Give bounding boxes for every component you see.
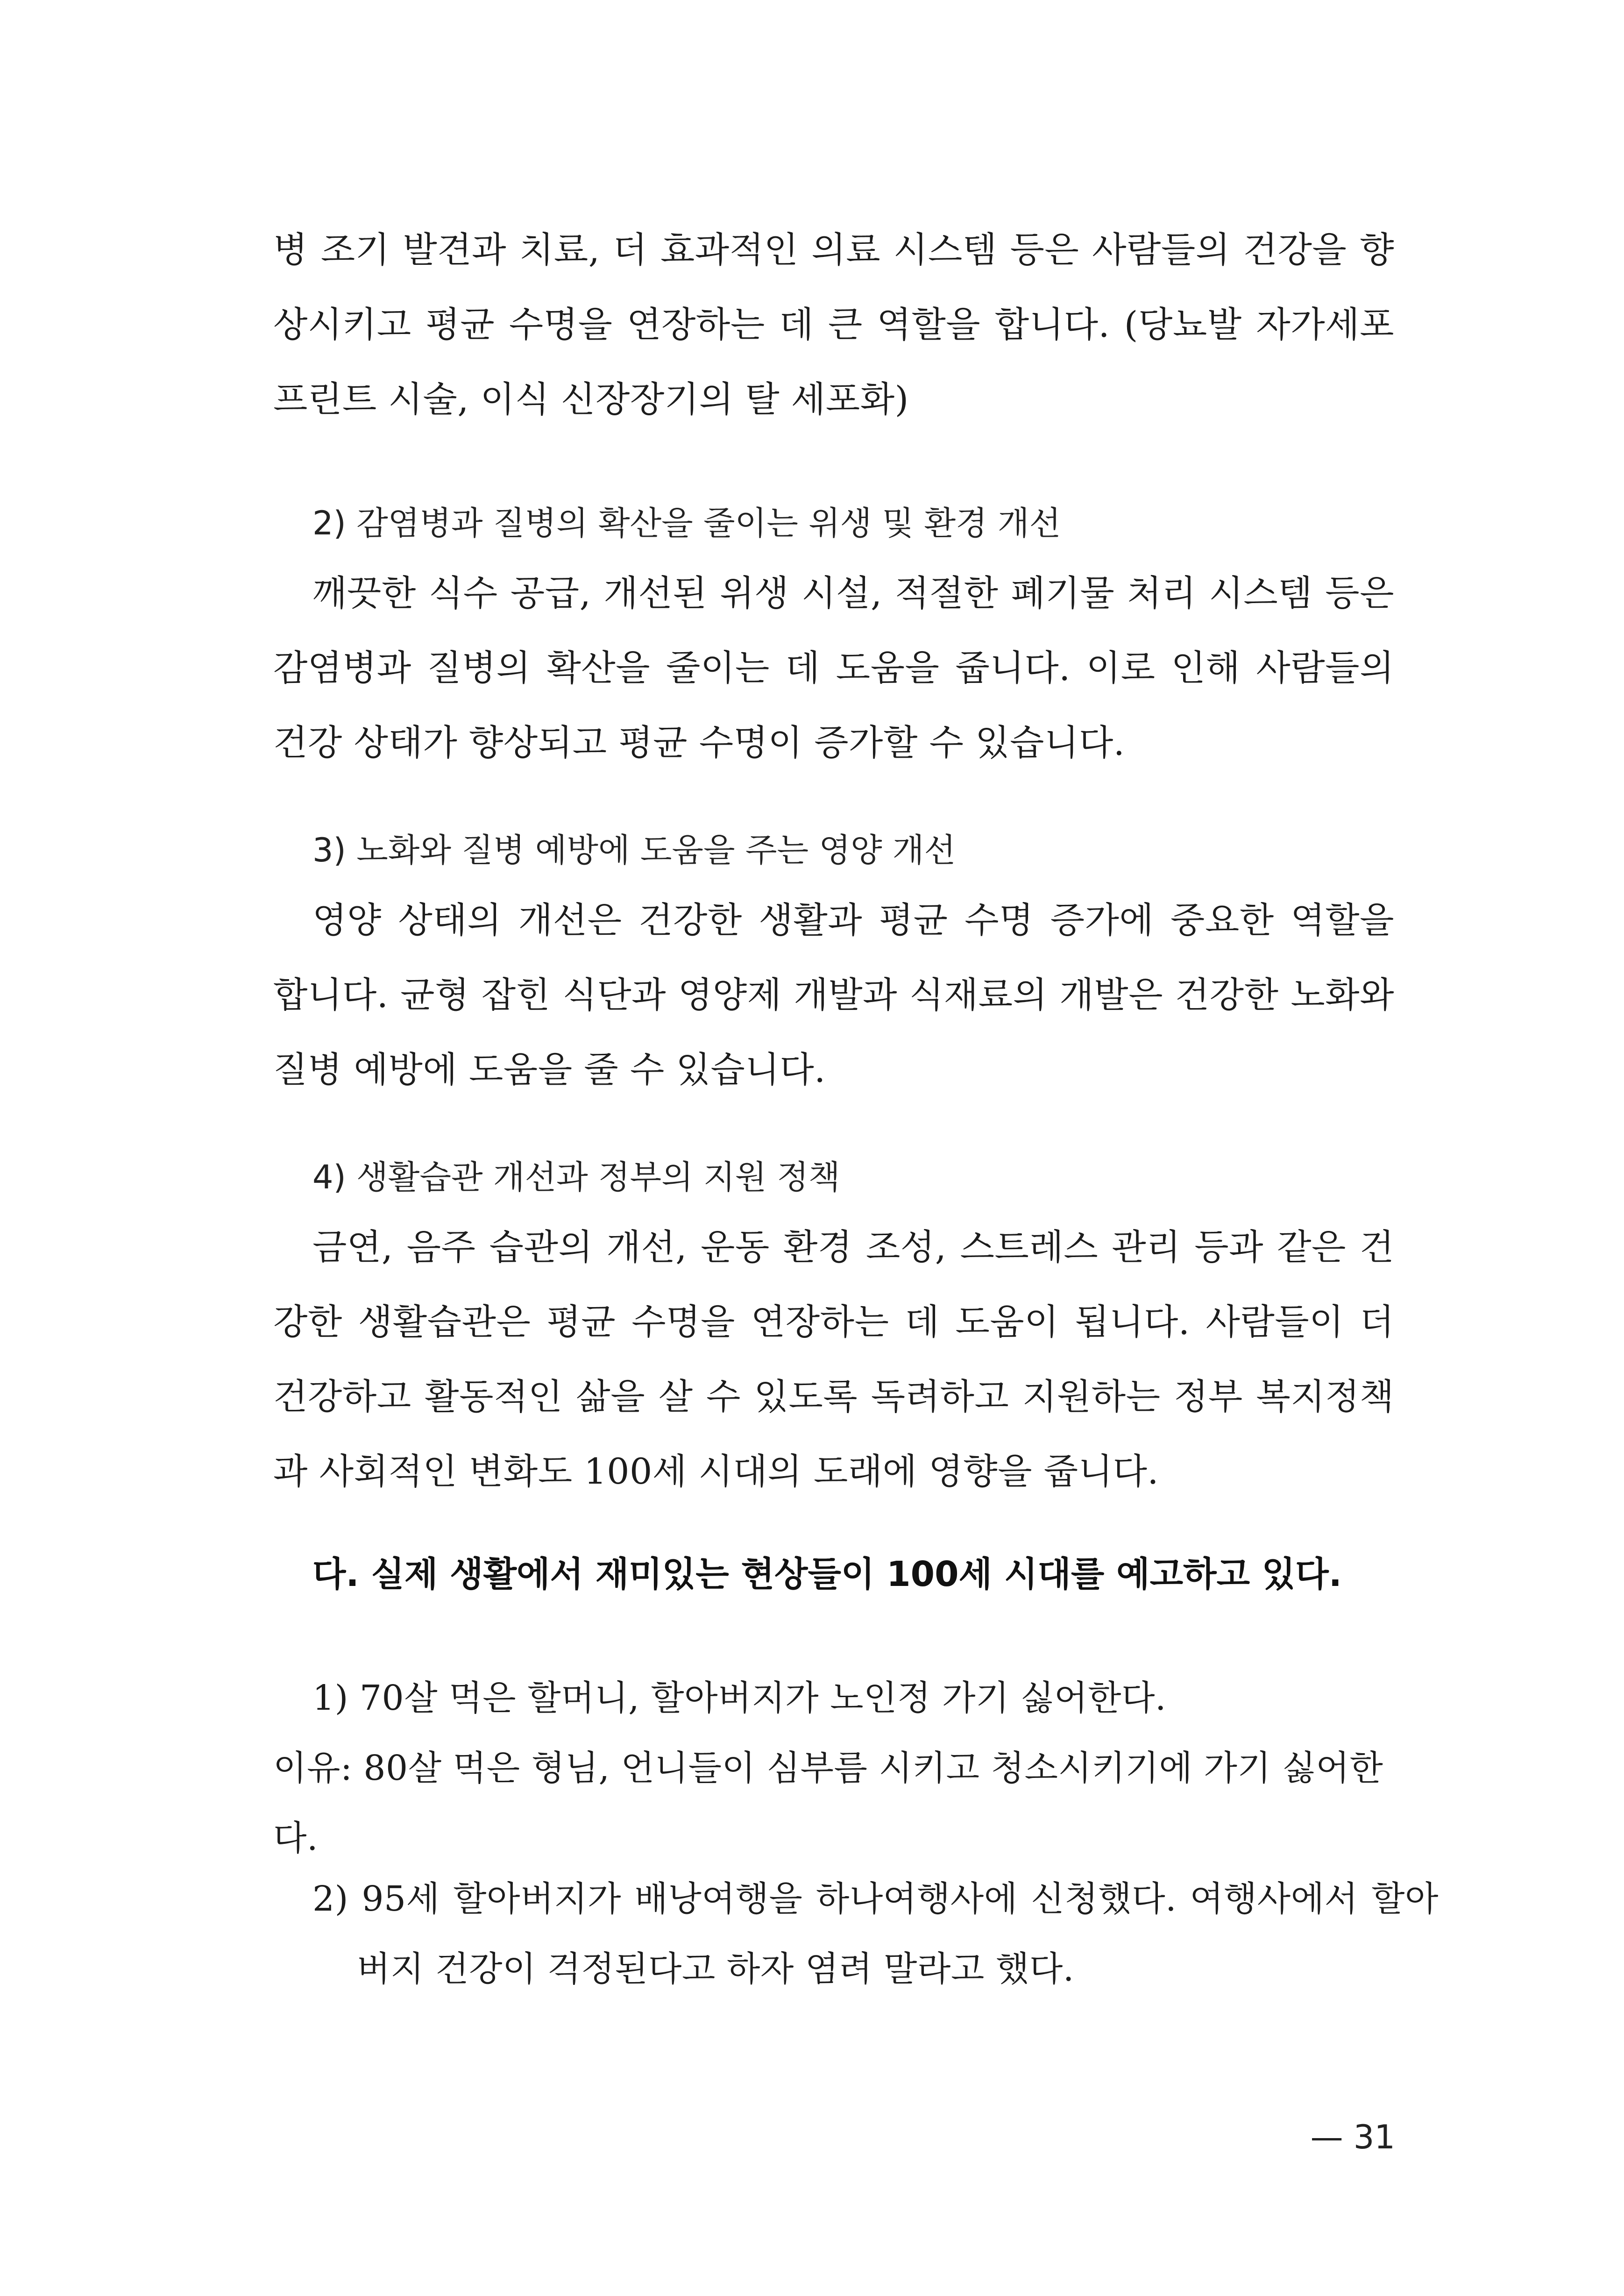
paragraph-hygiene: 깨끗한 식수 공급, 개선된 위생 시설, 적절한 폐기물 처리 시스템 등은 감염병과 질병의 확산을 줄이는 데 도움을 줍니다. 이로 인해 사람들의 건강 상태가 향상되고 평균 수명이 증가할 수 있습니다. <box>273 572 1394 763</box>
paragraph-nutrition: 영양 상태의 개선은 건강한 생활과 평균 수명 증가에 중요한 역할을 합니다. 균형 잡힌 식단과 영양제 개발과 식재료의 개발은 건강한 노화와 질병 예방에 도움을 줄 수 있습니다. <box>273 899 1394 1090</box>
subheading-lifestyle: 4) 생활습관 개선과 정부의 지원 정책 <box>312 1158 840 1196</box>
subheading-hygiene: 2) 감염병과 질병의 확산을 줄이는 위생 및 환경 개선 <box>312 504 1061 542</box>
paragraph-lifestyle: 금연, 음주 습관의 개선, 운동 환경 조성, 스트레스 관리 등과 같은 건강한 생활습관은 평균 수명을 연장하는 데 도움이 됩니다. 사람들이 더 건강하고 활동적인 삶을 살 수 있도록 독려하고 지원하는 정부 복지정책과 사회적인 변화도 100세 시대의 도래에 영향을 줍니다. <box>273 1226 1394 1492</box>
page-number: — 31 <box>1310 2118 1395 2156</box>
subheading-nutrition: 3) 노화와 질병 예방에 도움을 주는 영양 개선 <box>312 831 956 869</box>
paragraph-medical: 병 조기 발견과 치료, 더 효과적인 의료 시스템 등은 사람들의 건강을 향상시키고 평균 수명을 연장하는 데 큰 역할을 합니다. (당뇨발 자가세포 프린트 시술, 이식 신장장기의 탈 세포화) <box>273 229 1394 420</box>
list-item-2: 2) 95세 할아버지가 배낭여행을 하나여행사에 신청했다. 여행사에서 할아버지 건강이 걱정된다고 하자 염려 말라고 했다. <box>312 1879 1439 1989</box>
section-title: 다. 실제 생활에서 재미있는 현상들이 100세 시대를 예고하고 있다. <box>312 1554 1342 1594</box>
list-item-1: 1) 70살 먹은 할머니, 할아버지가 노인정 가기 싫어한다. <box>312 1678 1166 1718</box>
list-item-1-reason: 이유: 80살 먹은 형님, 언니들이 심부름 시키고 청소시키기에 가기 싫어한다. <box>273 1748 1383 1858</box>
